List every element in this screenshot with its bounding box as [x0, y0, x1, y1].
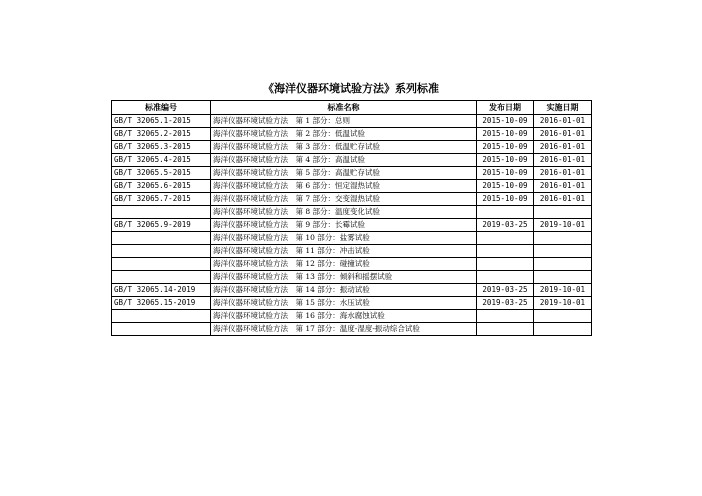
- implemented-cell: [534, 206, 592, 219]
- name-cell: 海洋仪器环境试验方法 第 13 部分：倾斜和摇摆试验: [211, 271, 477, 284]
- code-cell: [112, 245, 211, 258]
- published-cell: 2015-10-09: [477, 141, 534, 154]
- table-row: [112, 258, 592, 271]
- published-cell: [477, 323, 534, 336]
- code-cell: [112, 271, 211, 284]
- table-row: [112, 180, 592, 193]
- published-cell: 2015-10-09: [477, 115, 534, 128]
- code-cell: GB/T 32065.9-2019: [112, 219, 211, 232]
- published-cell: [477, 258, 534, 271]
- name-cell: 海洋仪器环境试验方法 第 11 部分：冲击试验: [211, 245, 477, 258]
- header-code: 标准编号: [112, 101, 211, 115]
- published-cell: 2015-10-09: [477, 167, 534, 180]
- table-row: [112, 128, 592, 141]
- table-row: [112, 154, 592, 167]
- published-cell: [477, 206, 534, 219]
- name-cell: 海洋仪器环境试验方法 第 16 部分：海水腐蚀试验: [211, 310, 477, 323]
- code-cell: GB/T 32065.1-2015: [112, 115, 211, 128]
- code-cell: [112, 206, 211, 219]
- code-cell: GB/T 32065.4-2015: [112, 154, 211, 167]
- published-cell: 2015-10-09: [477, 193, 534, 206]
- code-cell: [112, 232, 211, 245]
- name-cell: 海洋仪器环境试验方法 第 15 部分：水压试验: [211, 297, 477, 310]
- table-row: [112, 297, 592, 310]
- table-row: [112, 206, 592, 219]
- implemented-cell: [534, 245, 592, 258]
- name-cell: 海洋仪器环境试验方法 第 14 部分：振动试验: [211, 284, 477, 297]
- published-cell: 2019-03-25: [477, 284, 534, 297]
- published-cell: 2019-03-25: [477, 297, 534, 310]
- table-row: [112, 141, 592, 154]
- code-cell: GB/T 32065.7-2015: [112, 193, 211, 206]
- published-cell: 2015-10-09: [477, 128, 534, 141]
- table-row: [112, 232, 592, 245]
- published-cell: [477, 232, 534, 245]
- implemented-cell: 2016-01-01: [534, 180, 592, 193]
- name-cell: 海洋仪器环境试验方法 第 12 部分：碰撞试验: [211, 258, 477, 271]
- implemented-cell: [534, 323, 592, 336]
- implemented-cell: 2016-01-01: [534, 115, 592, 128]
- table-row: [112, 284, 592, 297]
- code-cell: GB/T 32065.14-2019: [112, 284, 211, 297]
- table-row: [112, 323, 592, 336]
- implemented-cell: 2016-01-01: [534, 154, 592, 167]
- standards-table: [111, 100, 592, 336]
- name-cell: 海洋仪器环境试验方法 第 2 部分：低温试验: [211, 128, 477, 141]
- table-row: [112, 193, 592, 206]
- implemented-cell: 2016-01-01: [534, 128, 592, 141]
- implemented-cell: 2019-10-01: [534, 297, 592, 310]
- name-cell: 海洋仪器环境试验方法 第 6 部分：恒定湿热试验: [211, 180, 477, 193]
- table-row: [112, 271, 592, 284]
- published-cell: [477, 271, 534, 284]
- table-row: [112, 167, 592, 180]
- implemented-cell: 2016-01-01: [534, 193, 592, 206]
- table-row: [112, 115, 592, 128]
- code-cell: GB/T 32065.6-2015: [112, 180, 211, 193]
- name-cell: 海洋仪器环境试验方法 第 4 部分：高温试验: [211, 154, 477, 167]
- name-cell: 海洋仪器环境试验方法 第 3 部分：低温贮存试验: [211, 141, 477, 154]
- implemented-cell: [534, 258, 592, 271]
- code-cell: GB/T 32065.5-2015: [112, 167, 211, 180]
- name-cell: 海洋仪器环境试验方法 第 5 部分：高温贮存试验: [211, 167, 477, 180]
- published-cell: [477, 310, 534, 323]
- name-cell: 海洋仪器环境试验方法 第 17 部分：温度-湿度-振动综合试验: [211, 323, 477, 336]
- table-row: [112, 219, 592, 232]
- published-cell: 2019-03-25: [477, 219, 534, 232]
- table-row: [112, 245, 592, 258]
- published-cell: 2015-10-09: [477, 180, 534, 193]
- table-header-row: [112, 101, 592, 115]
- code-cell: GB/T 32065.2-2015: [112, 128, 211, 141]
- implemented-cell: 2019-10-01: [534, 219, 592, 232]
- name-cell: 海洋仪器环境试验方法 第 10 部分：盐雾试验: [211, 232, 477, 245]
- header-implemented: 实施日期: [534, 101, 592, 115]
- implemented-cell: 2016-01-01: [534, 141, 592, 154]
- name-cell: 海洋仪器环境试验方法 第 8 部分：温度变化试验: [211, 206, 477, 219]
- published-cell: [477, 245, 534, 258]
- table-row: [112, 310, 592, 323]
- code-cell: GB/T 32065.15-2019: [112, 297, 211, 310]
- implemented-cell: 2019-10-01: [534, 284, 592, 297]
- name-cell: 海洋仪器环境试验方法 第 9 部分：长霉试验: [211, 219, 477, 232]
- code-cell: [112, 258, 211, 271]
- published-cell: 2015-10-09: [477, 154, 534, 167]
- code-cell: GB/T 32065.3-2015: [112, 141, 211, 154]
- code-cell: [112, 323, 211, 336]
- implemented-cell: [534, 232, 592, 245]
- implemented-cell: [534, 310, 592, 323]
- page-title: 《海洋仪器环境试验方法》系列标准: [263, 82, 439, 95]
- header-name: 标准名称: [211, 101, 477, 115]
- name-cell: 海洋仪器环境试验方法 第 7 部分：交变湿热试验: [211, 193, 477, 206]
- header-published: 发布日期: [477, 101, 534, 115]
- code-cell: [112, 310, 211, 323]
- implemented-cell: [534, 271, 592, 284]
- implemented-cell: 2016-01-01: [534, 167, 592, 180]
- name-cell: 海洋仪器环境试验方法 第 1 部分：总则: [211, 115, 477, 128]
